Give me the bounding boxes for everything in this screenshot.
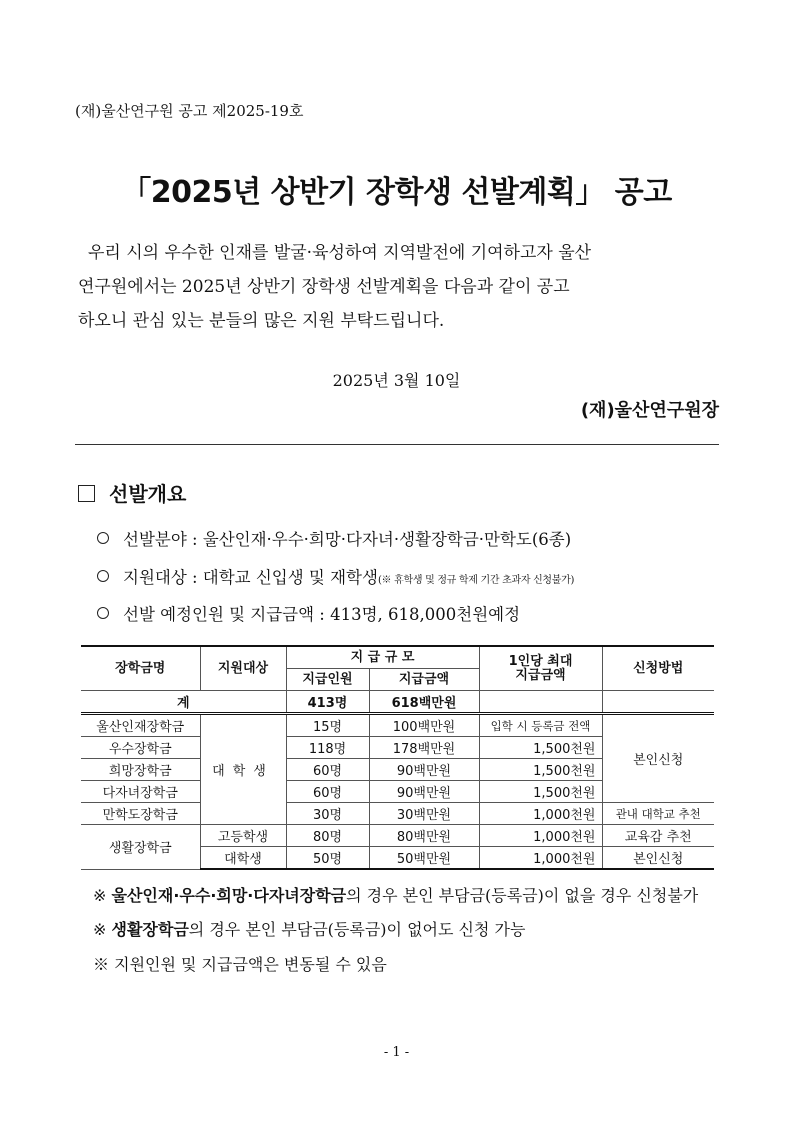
amount-cell: 100백만원 <box>369 714 479 737</box>
intro-line-2: 연구원에서는 2025년 상반기 장학생 선발계획을 다음과 같이 공고 <box>78 277 570 297</box>
header-max-line2: 지급금액 <box>515 667 566 683</box>
amount-cell: 80백만원 <box>369 825 479 847</box>
scholarship-name: 희망장학금 <box>81 759 200 781</box>
method-education: 교육감 추천 <box>602 825 714 847</box>
intro-line-3: 하오니 관심 있는 분들의 많은 지원 부탁드립니다. <box>78 311 445 331</box>
max-cell: 1,000천원 <box>479 803 602 825</box>
amount-cell: 50백만원 <box>369 847 479 870</box>
bullet-field-text: 선발분야 : 울산인재·우수·희망·다자녀·생활장학금·만학도(6종) <box>123 530 572 549</box>
bullet-target <box>97 564 574 588</box>
scholarship-name: 다자녀장학금 <box>81 781 200 803</box>
scholarship-table <box>81 645 714 870</box>
header-max-line1: 1인당 최대 <box>508 653 573 669</box>
people-cell: 15명 <box>286 714 369 737</box>
total-row <box>81 691 714 714</box>
bullet-field <box>97 526 571 550</box>
section-title: 선발개요 <box>109 482 187 506</box>
note-2 <box>93 917 525 940</box>
people-cell: 50명 <box>286 847 369 870</box>
max-cell: 1,500천원 <box>479 781 602 803</box>
header-method: 신청방법 <box>602 646 714 691</box>
intro-paragraph <box>78 236 720 338</box>
reference-mark-icon: ※ <box>93 955 110 974</box>
note-1-bold: 울산인재·우수·희망·다자녀장학금 <box>111 886 347 905</box>
method-self-2: 본인신청 <box>602 847 714 870</box>
header-scale: 지 급 규 모 <box>286 646 479 669</box>
total-amount: 618백만원 <box>369 691 479 714</box>
target-cell: 고등학생 <box>200 825 286 847</box>
bullet-target-note: (※ 휴학생 및 정규 학제 기간 초과자 신청불가) <box>377 575 575 586</box>
amount-cell: 90백만원 <box>369 759 479 781</box>
header-max <box>479 646 602 691</box>
total-people: 413명 <box>286 691 369 714</box>
people-cell: 30명 <box>286 803 369 825</box>
note-2-text: 의 경우 본인 부담금(등록금)이 없어도 신청 가능 <box>188 920 526 939</box>
people-cell: 118명 <box>286 737 369 759</box>
method-school: 관내 대학교 추천 <box>602 803 714 825</box>
target-university: 대학생 <box>200 714 286 825</box>
max-cell: 입학 시 등록금 전액 <box>479 714 602 737</box>
target-cell: 대학생 <box>200 847 286 870</box>
table-row <box>81 803 714 825</box>
reference-mark-icon: ※ <box>93 886 107 905</box>
people-cell: 60명 <box>286 759 369 781</box>
notice-date: 2025년 3월 10일 <box>332 371 461 390</box>
max-cell: 1,500천원 <box>479 759 602 781</box>
document-title: 「2025년 상반기 장학생 선발계획」 공고 <box>121 175 672 210</box>
note-3-text: 지원인원 및 지급금액은 변동될 수 있음 <box>114 955 387 974</box>
max-cell: 1,000천원 <box>479 825 602 847</box>
people-cell: 80명 <box>286 825 369 847</box>
people-cell: 60명 <box>286 781 369 803</box>
page-number: - 1 - <box>383 1045 410 1060</box>
scholarship-name: 울산인재장학금 <box>81 714 200 737</box>
circle-bullet-icon <box>97 532 109 544</box>
max-cell: 1,500천원 <box>479 737 602 759</box>
issuer: (재)울산연구원장 <box>580 400 719 421</box>
amount-cell: 90백만원 <box>369 781 479 803</box>
scholarship-name: 생활장학금 <box>81 825 200 870</box>
note-1 <box>93 883 698 906</box>
bullet-quota-text: 선발 예정인원 및 지급금액 : 413명, 618,000천원예정 <box>123 605 521 624</box>
header-people: 지급인원 <box>286 669 369 691</box>
table-row <box>81 714 714 737</box>
method-self: 본인신청 <box>602 714 714 803</box>
bullet-quota <box>97 601 520 625</box>
scholarship-name: 우수장학금 <box>81 737 200 759</box>
amount-cell: 178백만원 <box>369 737 479 759</box>
amount-cell: 30백만원 <box>369 803 479 825</box>
bullet-target-text: 지원대상 : 대학교 신입생 및 재학생 <box>123 568 378 587</box>
header-amount: 지급금액 <box>369 669 479 691</box>
circle-bullet-icon <box>97 570 109 582</box>
total-method <box>602 691 714 714</box>
divider <box>75 444 719 445</box>
header-target: 지원대상 <box>200 646 286 691</box>
notice-number: (재)울산연구원 공고 제2025-19호 <box>75 102 304 120</box>
note-3 <box>93 952 387 975</box>
table-row <box>81 825 714 847</box>
reference-mark-icon: ※ <box>93 920 107 939</box>
note-2-bold: 생활장학금 <box>111 920 189 939</box>
note-1-text: 의 경우 본인 부담금(등록금)이 없을 경우 신청불가 <box>346 886 699 905</box>
total-max <box>479 691 602 714</box>
scholarship-name: 만학도장학금 <box>81 803 200 825</box>
checkbox-square-icon <box>78 485 95 502</box>
header-name: 장학금명 <box>81 646 200 691</box>
section-heading <box>78 478 186 507</box>
circle-bullet-icon <box>97 607 109 619</box>
total-label: 계 <box>81 691 286 714</box>
intro-line-1: 우리 시의 우수한 인재를 발굴·육성하여 지역발전에 기여하고자 울산 <box>88 243 592 263</box>
max-cell: 1,000천원 <box>479 847 602 870</box>
